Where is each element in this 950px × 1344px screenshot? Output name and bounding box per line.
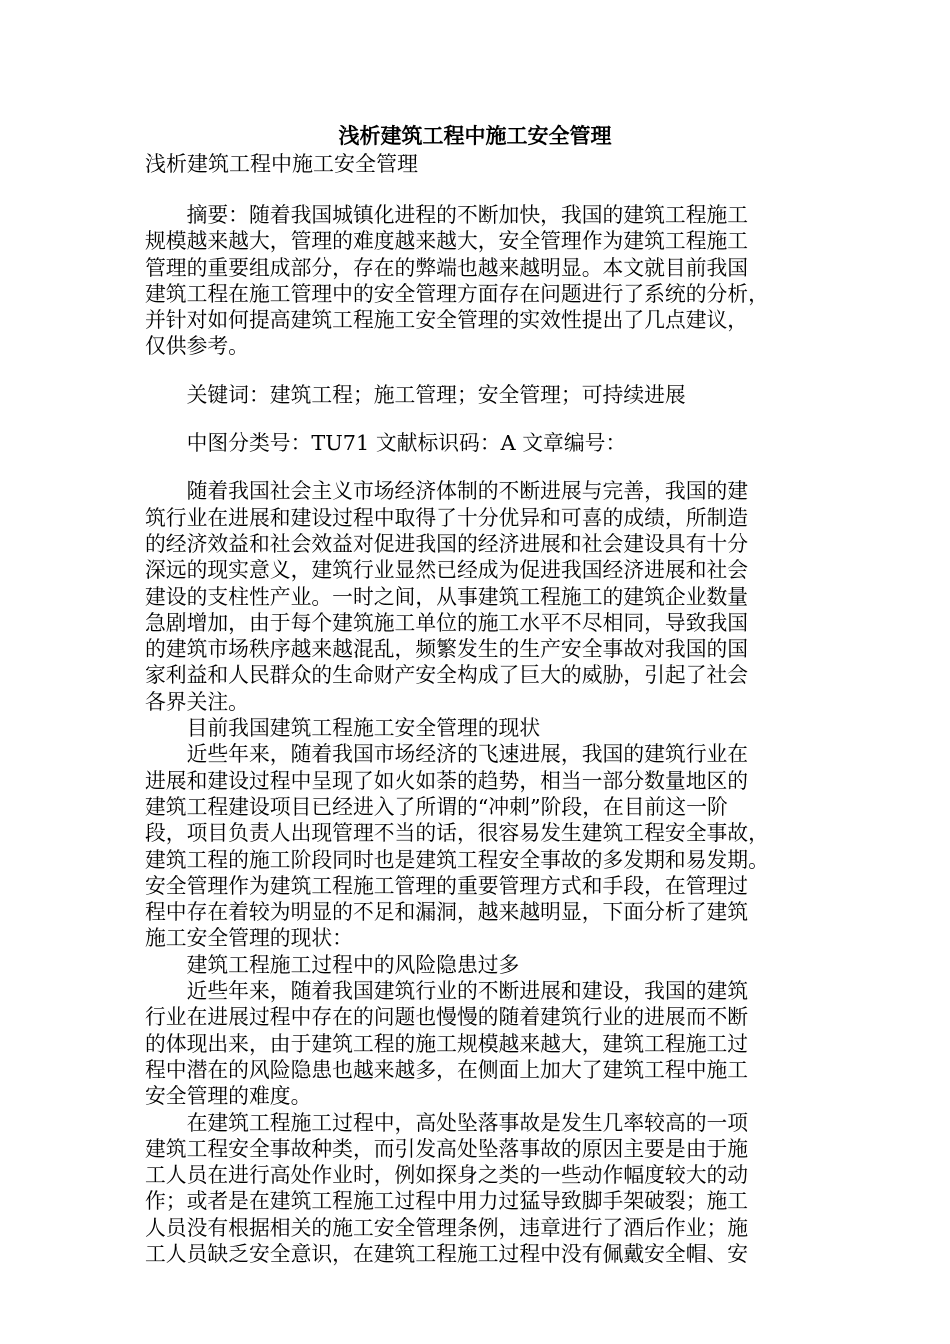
text-line: 在建筑工程施工过程中，高处坠落事故是发生几率较高的一项 [145,1110,749,1135]
section2-paragraph [145,978,805,1109]
text-line: 段，项目负责人出现管理不当的话，很容易发生建筑工程安全事故， [145,821,769,846]
text-line: 建筑工程建设项目已经进入了所谓的“冲刺”阶段，在目前这一阶 [145,794,728,819]
heading-line: 目前我国建筑工程施工安全管理的现状 [145,716,541,741]
keywords-line: 关键词：建筑工程；施工管理；安全管理；可持续进展 [145,382,686,407]
spacer [145,360,805,382]
classification-paragraph [145,430,805,456]
spacer [145,456,805,478]
section-heading [145,952,805,978]
intro-paragraph [145,478,805,715]
text-line: 工人员在进行高处作业时，例如探身之类的一些动作幅度较大的动 [145,1163,749,1188]
text-line: 的建筑市场秩序越来越混乱，频繁发生的生产安全事故对我国的国 [145,637,749,662]
text-line: 程中潜在的风险隐患也越来越多，在侧面上加大了建筑工程中施工 [145,1057,749,1082]
text-line: 进展和建设过程中呈现了如火如荼的趋势，相当一部分数量地区的 [145,768,749,793]
text-line: 摘要：随着我国城镇化进程的不断加快，我国的建筑工程施工 [145,203,749,227]
text-line: 规模越来越大，管理的难度越来越大，安全管理作为建筑工程施工 [145,229,749,254]
text-line: 随着我国社会主义市场经济体制的不断进展与完善，我国的建 [145,479,749,504]
text-line: 安全管理作为建筑工程施工管理的重要管理方式和手段，在管理过 [145,873,749,898]
spacer [145,408,805,430]
text-line: 管理的重要组成部分，存在的弊端也越来越明显。本文就目前我国 [145,255,749,280]
text-line: 筑行业在进展和建设过程中取得了十分优异和可喜的成绩，所制造 [145,505,749,530]
text-line: 建筑工程在施工管理中的安全管理方面存在问题进行了系统的分析， [145,281,769,306]
document-subtitle: 浅析建筑工程中施工安全管理 [145,152,418,176]
text-line: 的经济效益和社会效益对促进我国的经济进展和社会建设具有十分 [145,531,749,556]
abstract-paragraph [145,202,805,360]
text-line: 近些年来，随着我国建筑行业的不断进展和建设，我国的建筑 [145,979,749,1004]
text-line: 家利益和人民群众的生命财产安全构成了巨大的威胁，引起了社会 [145,663,749,688]
text-line: 程中存在着较为明显的不足和漏洞，越来越明显，下面分析了建筑 [145,900,749,925]
text-line: 行业在进展过程中存在的问题也慢慢的随着建筑行业的进展而不断 [145,1005,749,1030]
text-line: 作；或者是在建筑工程施工过程中用力过猛导致脚手架破裂；施工 [145,1189,749,1214]
classification-line: 中图分类号：TU71 文献标识码：A 文章编号： [145,431,627,456]
text-line: 近些年来，随着我国市场经济的飞速进展，我国的建筑行业在 [145,742,749,767]
text-line: 安全管理的难度。 [145,1084,312,1109]
text-line: 建筑工程的施工阶段同时也是建筑工程安全事故的多发期和易发期。 [145,847,769,872]
text-line: 建设的支柱性产业。一时之间，从事建筑工程施工的建筑企业数量 [145,584,749,609]
section3-paragraph [145,1110,805,1268]
text-line: 建筑工程安全事故种类，而引发高处坠落事故的原因主要是由于施 [145,1136,749,1161]
text-line: 急剧增加，由于每个建筑施工单位的施工水平不尽相同，导致我国 [145,610,749,635]
text-line: 人员没有根据相关的施工安全管理条例，违章进行了酒后作业；施 [145,1215,749,1240]
section1-paragraph [145,741,805,951]
text-line: 的体现出来，由于建筑工程的施工规模越来越大，建筑工程施工过 [145,1031,749,1056]
text-line: 并针对如何提高建筑工程施工安全管理的实效性提出了几点建议， [145,308,749,333]
document-title: 浅析建筑工程中施工安全管理 [338,123,612,148]
section-heading [145,715,805,741]
heading-line: 建筑工程施工过程中的风险隐患过多 [145,952,520,977]
text-line: 仅供参考。 [145,334,249,359]
text-line: 各界关注。 [145,689,249,714]
keywords-paragraph [145,382,805,408]
document-body [145,202,805,1267]
text-line: 施工安全管理的现状： [145,926,353,951]
text-line: 工人员缺乏安全意识，在建筑工程施工过程中没有佩戴安全帽、安 [145,1241,749,1266]
text-line: 深远的现实意义，建筑行业显然已经成为促进我国经济进展和社会 [145,558,749,583]
